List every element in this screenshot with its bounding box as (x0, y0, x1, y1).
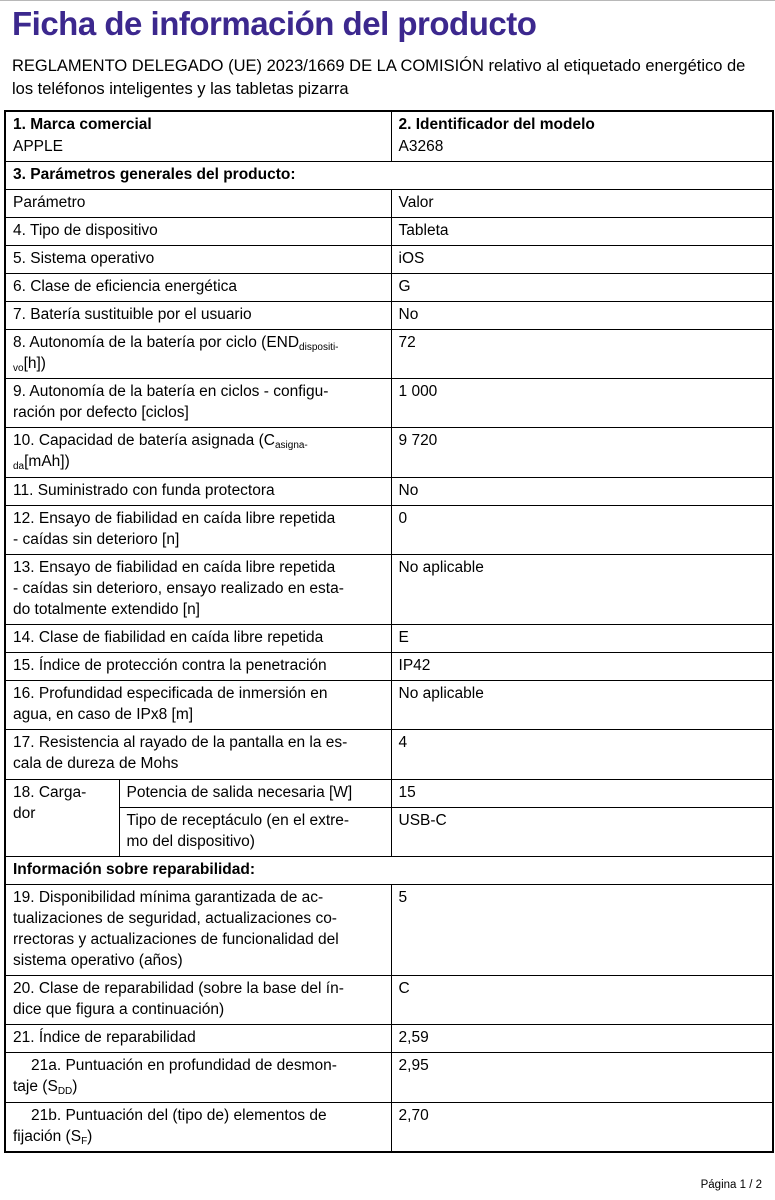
param-label-cell (5, 976, 391, 1025)
group-label-cell (5, 779, 119, 856)
label-text: 6. Clase de eficiencia energética (13, 277, 238, 295)
param-value-cell (391, 730, 773, 779)
table-row-row-21a (5, 1053, 773, 1102)
label-text: 16. Profundidad especificada de inmersión en (13, 685, 328, 703)
label-text: No aplicable (398, 685, 484, 703)
label-text: 0 (398, 509, 408, 527)
table-row-row-18-charger-sub1 (5, 807, 773, 856)
table-row-row-6 (5, 273, 773, 301)
section-header-cell (5, 161, 773, 189)
label-text: 21. Índice de reparabilidad (13, 1029, 196, 1047)
param-value-cell (391, 625, 773, 653)
table-row-row-9 (5, 379, 773, 428)
label-text: 18. Carga- (13, 783, 87, 801)
label-text: 9. Autonomía de la batería en ciclos - configu- (13, 383, 329, 401)
label-text: Tipo de receptáculo (en el extre- (126, 811, 350, 829)
param-label-cell (5, 653, 391, 681)
table-row-row-19 (5, 884, 773, 975)
label-text: - caídas sin deterioro [n] (13, 530, 180, 548)
product-info-table (4, 110, 774, 1152)
param-value-cell (391, 681, 773, 730)
brand-cell (5, 111, 391, 161)
param-label-cell (5, 379, 391, 428)
regulation-subtitle: REGLAMENTO DELEGADO (UE) 2023/1669 DE LA COMISIÓN relativo al etiquetado energético de los teléfonos inteligentes y las tabletas pizarra (12, 56, 746, 98)
label-text: dice que figura a continuación) (13, 1001, 225, 1019)
label-text: iOS (398, 249, 425, 267)
label-text: 5 (398, 888, 408, 906)
param-label-cell (5, 1025, 391, 1053)
label-text: 17. Resistencia al rayado de la pantalla en la es- (13, 734, 348, 752)
param-value-cell (391, 779, 773, 807)
sub-param-label-cell (119, 779, 391, 807)
page-title: Ficha de información del producto (12, 5, 537, 42)
table-row-row-7 (5, 302, 773, 330)
param-value-cell (391, 1025, 773, 1053)
table-row-row-18-charger (5, 779, 773, 807)
param-value-cell (391, 807, 773, 856)
param-label-cell (5, 505, 391, 554)
param-label-cell (5, 884, 391, 975)
table-row-row-17 (5, 730, 773, 779)
label-text: fijación (S (13, 1127, 82, 1145)
table-row-row-14 (5, 625, 773, 653)
label-text: 4. Tipo de dispositivo (13, 221, 158, 239)
label-text: taje (S (13, 1078, 58, 1096)
param-label-cell (5, 302, 391, 330)
param-label-cell (5, 189, 391, 217)
table-row-row-13 (5, 554, 773, 624)
param-value-cell (391, 1053, 773, 1102)
label-text: Parámetro (13, 193, 86, 211)
table-row-row-21 (5, 1025, 773, 1053)
param-label-cell (5, 428, 391, 477)
cell-heading: 2. Identificador del modelo (398, 116, 595, 134)
subscript-text: DD (57, 1086, 73, 1098)
table-row-row-4 (5, 217, 773, 245)
table-row-section-general (5, 161, 773, 189)
label-text: 9 720 (398, 432, 438, 450)
label-text: E (398, 629, 409, 647)
label-text: sistema operativo (años) (13, 952, 183, 970)
label-text: 2,95 (398, 1057, 429, 1075)
label-text: do totalmente extendido [n] (13, 600, 200, 618)
table-row-row-12 (5, 505, 773, 554)
table-row-row-5 (5, 245, 773, 273)
table-row-row-10 (5, 428, 773, 477)
cell-value: APPLE (13, 137, 63, 155)
label-text: USB-C (398, 811, 447, 829)
subscript-text: dispositi- (299, 342, 339, 354)
table-row-section-repairability (5, 856, 773, 884)
param-label-cell (5, 273, 391, 301)
label-text: ) (72, 1078, 78, 1096)
param-value-cell (391, 505, 773, 554)
label-text: No aplicable (398, 558, 484, 576)
label-text: - caídas sin deterioro, ensayo realizado en esta- (13, 579, 344, 597)
label-text: tualizaciones de seguridad, actualizaciones co- (13, 909, 337, 927)
sub-param-label-cell (119, 807, 391, 856)
label-text: 3. Parámetros generales del producto: (13, 165, 296, 183)
param-label-cell (5, 625, 391, 653)
cell-heading: 1. Marca comercial (13, 116, 152, 134)
param-value-cell (391, 379, 773, 428)
param-value-cell (391, 554, 773, 624)
label-text: 15. Índice de protección contra la penetración (13, 657, 327, 675)
subscript-text: F (81, 1135, 88, 1147)
label-text: No (398, 306, 419, 324)
label-text: 5. Sistema operativo (13, 249, 155, 267)
label-text: 2,59 (398, 1029, 429, 1047)
param-label-cell (5, 1053, 391, 1102)
param-label-cell (5, 330, 391, 379)
label-text: C (398, 980, 410, 998)
label-text: rrectoras y actualizaciones de funcionalidad del (13, 930, 339, 948)
label-text: ración por defecto [ciclos] (13, 404, 189, 422)
label-text: 21b. Puntuación del (tipo de) elementos de (31, 1106, 327, 1124)
param-value-cell (391, 653, 773, 681)
label-text: dor (13, 804, 36, 822)
subscript-text: da (13, 461, 25, 473)
product-table-body (5, 111, 773, 1151)
label-text: 15 (398, 783, 416, 801)
label-text: [mAh]) (24, 453, 70, 471)
subscript-text: vo (13, 363, 24, 375)
table-row-brand-model (5, 111, 773, 161)
label-text: Valor (398, 193, 434, 211)
param-label-cell (5, 1102, 391, 1152)
label-text: 8. Autonomía de la batería por ciclo (END (13, 334, 300, 352)
label-text: G (398, 277, 411, 295)
label-text: 14. Clase de fiabilidad en caída libre repetida (13, 629, 324, 647)
param-value-cell (391, 273, 773, 301)
label-text: agua, en caso de IPx8 [m] (13, 706, 194, 724)
label-text: ) (87, 1127, 93, 1145)
label-text: 13. Ensayo de fiabilidad en caída libre repetida (13, 558, 336, 576)
label-text: mo del dispositivo) (126, 832, 255, 850)
label-text: Información sobre reparabilidad: (13, 860, 256, 878)
page-number: Página 1 / 2 (700, 1179, 762, 1191)
label-text: 11. Suministrado con funda protectora (13, 481, 275, 499)
label-text: 19. Disponibilidad mínima garantizada de ac- (13, 888, 324, 906)
param-label-cell (5, 730, 391, 779)
param-value-cell (391, 884, 773, 975)
param-label-cell (5, 554, 391, 624)
label-text: 4 (398, 734, 408, 752)
label-text: 7. Batería sustituible por el usuario (13, 306, 252, 324)
label-text: [h]) (23, 355, 46, 373)
table-row-row-16 (5, 681, 773, 730)
param-value-cell (391, 477, 773, 505)
cell-value: A3268 (398, 137, 444, 155)
param-value-cell (391, 302, 773, 330)
param-value-cell (391, 189, 773, 217)
label-text: IP42 (398, 657, 431, 675)
subscript-text: asigna- (274, 440, 308, 452)
label-text: Potencia de salida necesaria [W] (126, 783, 353, 801)
table-row-column-headers (5, 189, 773, 217)
param-label-cell (5, 217, 391, 245)
section-header-cell (5, 856, 773, 884)
param-value-cell (391, 217, 773, 245)
param-label-cell (5, 245, 391, 273)
table-row-row-15 (5, 653, 773, 681)
label-text: 1 000 (398, 383, 438, 401)
label-text: 2,70 (398, 1106, 429, 1124)
table-row-row-8 (5, 330, 773, 379)
table-row-row-20 (5, 976, 773, 1025)
param-value-cell (391, 976, 773, 1025)
label-text: No (398, 481, 419, 499)
table-row-row-11 (5, 477, 773, 505)
param-value-cell (391, 1102, 773, 1152)
label-text: Tableta (398, 221, 449, 239)
param-value-cell (391, 428, 773, 477)
label-text: cala de dureza de Mohs (13, 755, 179, 773)
label-text: 72 (398, 334, 416, 352)
param-value-cell (391, 245, 773, 273)
param-label-cell (5, 681, 391, 730)
label-text: 20. Clase de reparabilidad (sobre la base del ín- (13, 980, 344, 998)
label-text: 12. Ensayo de fiabilidad en caída libre repetida (13, 509, 336, 527)
param-label-cell (5, 477, 391, 505)
label-text: 21a. Puntuación en profundidad de desmon- (31, 1057, 337, 1075)
label-text: 10. Capacidad de batería asignada (C (13, 432, 275, 450)
model-cell (391, 111, 773, 161)
table-row-row-21b (5, 1102, 773, 1152)
param-value-cell (391, 330, 773, 379)
